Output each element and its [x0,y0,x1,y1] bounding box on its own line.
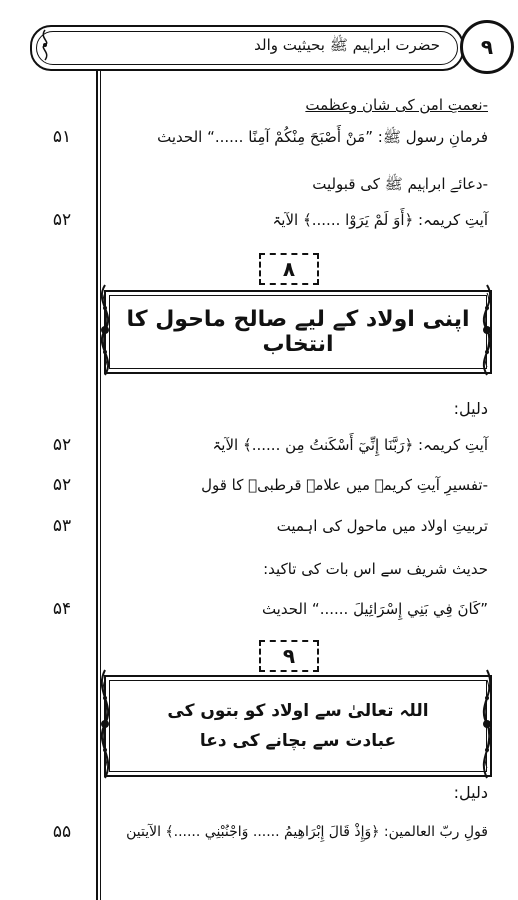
toc-page-number: ۵۲ [52,435,72,455]
chapter-title: اپنی اولاد کے لیے صالح ماحول کا انتخاب [126,307,470,357]
toc-heading: -دعائے ابراہیم ﷺ کی قبولیت [312,175,488,193]
toc-entry: فرمانِ رسول ﷺ: ”مَنْ أَصْبَحَ مِنْكُمْ آمِنًا ......“ الحدیث [157,128,488,146]
toc-entry: -تفسیرِ آیتِ کریمہ میں علامہ قرطبیؒ کا قول [201,476,488,494]
chapter-title-line-1: اللہ تعالیٰ سے اولاد کو بتوں کی [167,701,429,721]
toc-entry: آیتِ کریمہ: ﴿أَوَ لَمْ يَرَوْا ......﴾ الآیۃ [272,211,488,229]
toc-page-number: ۵۴ [52,599,72,619]
page-number: ۹ [480,35,494,59]
toc-entry: قولِ ربّ العالمین: ﴿وَإِذْ قَالَ إِبْرَاهِيمُ ...... وَاجْنُبْنِي ......﴾ الآیتین [126,824,488,840]
ornament-left-icon [94,668,116,780]
toc-page-number: ۵۲ [52,210,72,230]
toc-page-number: ۵۳ [52,516,72,536]
chapter-title-line-2: عبادت سے بچانے کی دعا [199,731,397,751]
toc-page-number: ۵۵ [52,822,72,842]
toc-page-number: ۵۱ [52,127,72,147]
ornament-right-icon [476,668,498,780]
chapter-number: ۸ [282,257,296,281]
toc-entry: تربیتِ اولاد میں ماحول کی اہمیت [276,517,488,535]
page-number-badge [460,20,514,74]
chapter-title-box [104,290,492,374]
chapter-number-box [259,640,319,672]
chapter-title-box [104,675,492,777]
toc-heading: -نعمتِ امن کی شان وعظمت [305,96,488,114]
evidence-label: دلیل: [453,399,488,418]
toc-entry: ”كَانَ فِي بَنِي إِسْرَائِيلَ ......“ الحدیث [261,600,488,618]
toc-heading: حدیث شریف سے اس بات کی تاکید: [263,560,488,578]
toc-page-number: ۵۲ [52,475,72,495]
toc-entry: آیتِ کریمہ: ﴿رَبَّنَا إِنِّيٓ أَسْكَنتُ مِن ......﴾ الآیۃ [212,436,488,454]
header-ornament-left-icon [38,28,52,62]
chapter-number-box [259,253,319,285]
evidence-label: دلیل: [453,783,488,802]
header-title: حضرت ابراہیم ﷺ بحیثیت والد [254,36,440,54]
chapter-number: ۹ [282,644,296,668]
